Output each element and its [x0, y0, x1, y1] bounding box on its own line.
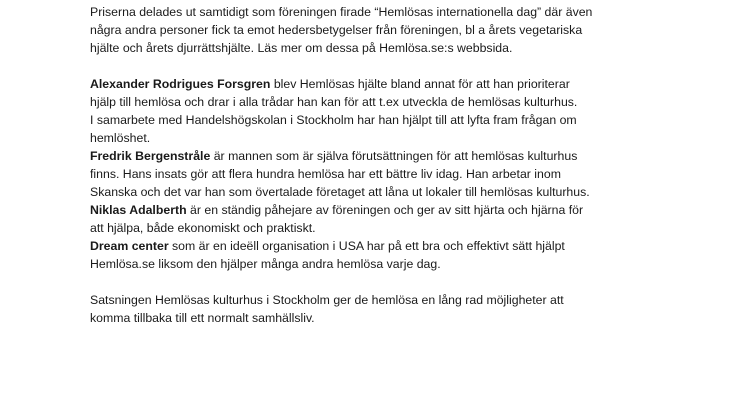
award-niklas-text: är en ständig påhejare av föreningen och ger av sitt hjärta och hjärna för att hjälpa, både ekonomiskt och praktiskt.: [90, 203, 584, 235]
award-alexander-name: Alexander Rodrigues Forsgren: [90, 77, 271, 91]
award-dream-center-text: som är en ideëll organisation i USA har på ett bra och effektivt sätt hjälpt Hemlösa.se liksom den hjälper många andra hemlösa varje dag.: [90, 239, 565, 271]
closing-paragraph: Satsningen Hemlösas kulturhus i Stockholm ger de hemlösa en lång rad möjligheter att komma tillbaka till ett normalt samhällsliv.: [90, 293, 564, 325]
document-body: [90, 3, 730, 327]
award-niklas-name: Niklas Adalberth: [90, 203, 187, 217]
award-dream-center-name: Dream center: [90, 239, 169, 253]
paragraph-spacer: [90, 273, 730, 291]
award-alexander-paragraph: [90, 75, 730, 147]
award-dream-center-paragraph: [90, 237, 730, 273]
award-fredrik-text: är mannen som är själva förutsättningen för att hemlösas kulturhus finns. Hans insats gör att flera hundra hemlösa har ett bättre liv idag. Han arbetar inom Skanska och det var han som övertalade företaget att låna ut lokaler till hemlösas kulturhus.: [90, 149, 590, 199]
award-fredrik-name: Fredrik Bergenstråle: [90, 149, 211, 163]
paragraph-spacer: [90, 57, 730, 75]
award-fredrik-paragraph: [90, 147, 730, 201]
intro-paragraph: Priserna delades ut samtidigt som föreningen firade “Hemlösas internationella dag” där även några andra personer fick ta emot hedersbetygelser från föreningen, bl a årets vegetariska hjälte och årets djurrättshjälte. Läs mer om dessa på Hemlösa.se:s webbsida.: [90, 5, 593, 55]
award-niklas-paragraph: [90, 201, 730, 237]
award-alexander-text: blev Hemlösas hjälte bland annat för att han prioriterar hjälp till hemlösa och drar i alla trådar han kan för att t.ex utveckla de hemlösas kulturhus. I samarbete med Handelshögskolan i Stockholm har han hjälpt till att lyfta fram frågan om hemlöshet.: [90, 77, 578, 145]
